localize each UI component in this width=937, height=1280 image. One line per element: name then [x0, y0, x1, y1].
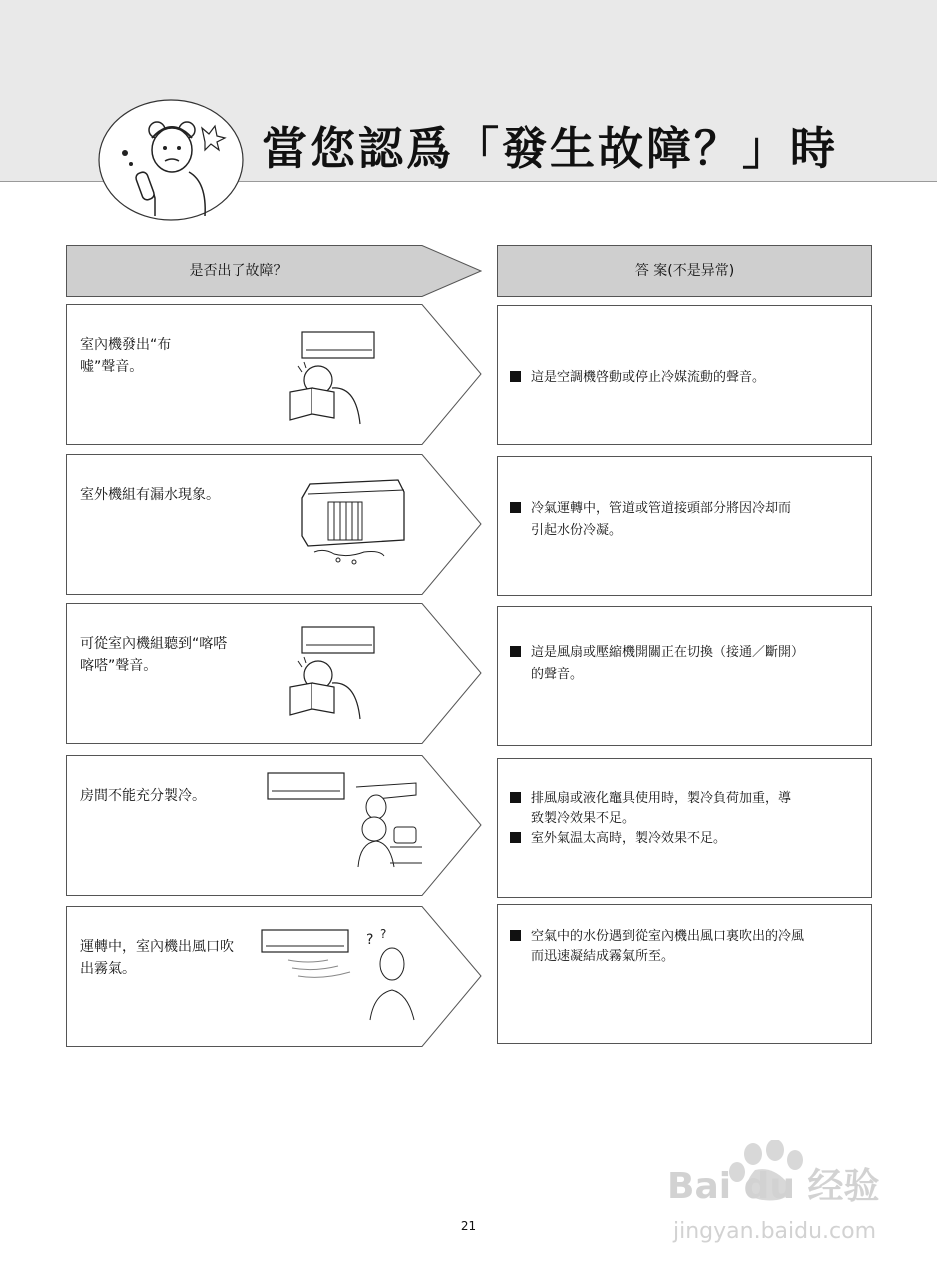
svg-text:Bai du 经验: Bai du 经验 — [667, 1166, 880, 1207]
person-puzzled-mist-icon — [258, 920, 418, 1030]
person-cooking-under-ac-icon — [266, 767, 426, 877]
question-row-3 — [66, 603, 482, 744]
person-reading-under-ac-icon — [256, 623, 386, 723]
answer-row-2: 冷氣運轉中，管道或管道接頭部分將因冷却而 引起水份冷凝。 — [497, 456, 872, 596]
question-row-2 — [66, 454, 482, 595]
worried-person-icon — [97, 98, 247, 222]
bullet-icon — [510, 792, 521, 803]
bullet-icon — [510, 646, 521, 657]
outdoor-unit-leaking-icon — [294, 470, 414, 570]
svg-text:jingyan.baidu.com: jingyan.baidu.com — [673, 1219, 877, 1244]
answer-row-5: 空氣中的水份遇到從室內機出風口裏吹出的冷風 而迅速凝結成霧氣所至。 — [497, 904, 872, 1044]
answer-row-3: 這是風扇或壓縮機開關正在切換（接通／斷開） 的聲音。 — [497, 606, 872, 746]
svg-text:?: ? — [380, 927, 387, 941]
answer-row-1: 這是空調機啓動或停止冷媒流動的聲音。 — [497, 305, 872, 445]
question-text: 可從室內機組聽到“喀嗒 喀嗒”聲音。 — [80, 636, 228, 674]
bullet-icon — [510, 371, 521, 382]
svg-text:?: ? — [366, 932, 374, 948]
question-text: 運轉中，室內機出風口吹 出霧氣。 — [80, 939, 234, 977]
question-text: 室內機發出“布 嘘”聲音。 — [80, 337, 172, 375]
question-header-label: 是否出了故障？ — [189, 263, 288, 279]
question-row-5 — [66, 906, 482, 1047]
question-row-1 — [66, 304, 482, 445]
bullet-icon — [510, 930, 521, 941]
answer-row-4: 排風扇或液化竈具使用時，製冷負荷加重，導 致製冷效果不足。 室外氣温太高時，製冷效果不足。 — [497, 758, 872, 898]
baidu-watermark-logo — [665, 1140, 895, 1270]
answer-header: 答 案(不是异常) — [497, 245, 872, 297]
question-text: 房間不能充分製冷。 — [80, 788, 206, 804]
page-title: 當您認爲「發生故障？」時 — [262, 122, 839, 175]
question-text: 室外機組有漏水現象。 — [80, 487, 220, 503]
bullet-icon — [510, 502, 521, 513]
bullet-icon — [510, 832, 521, 843]
person-reading-under-ac-icon — [256, 328, 386, 428]
question-row-4 — [66, 755, 482, 896]
page-number: 21 — [460, 1219, 477, 1233]
